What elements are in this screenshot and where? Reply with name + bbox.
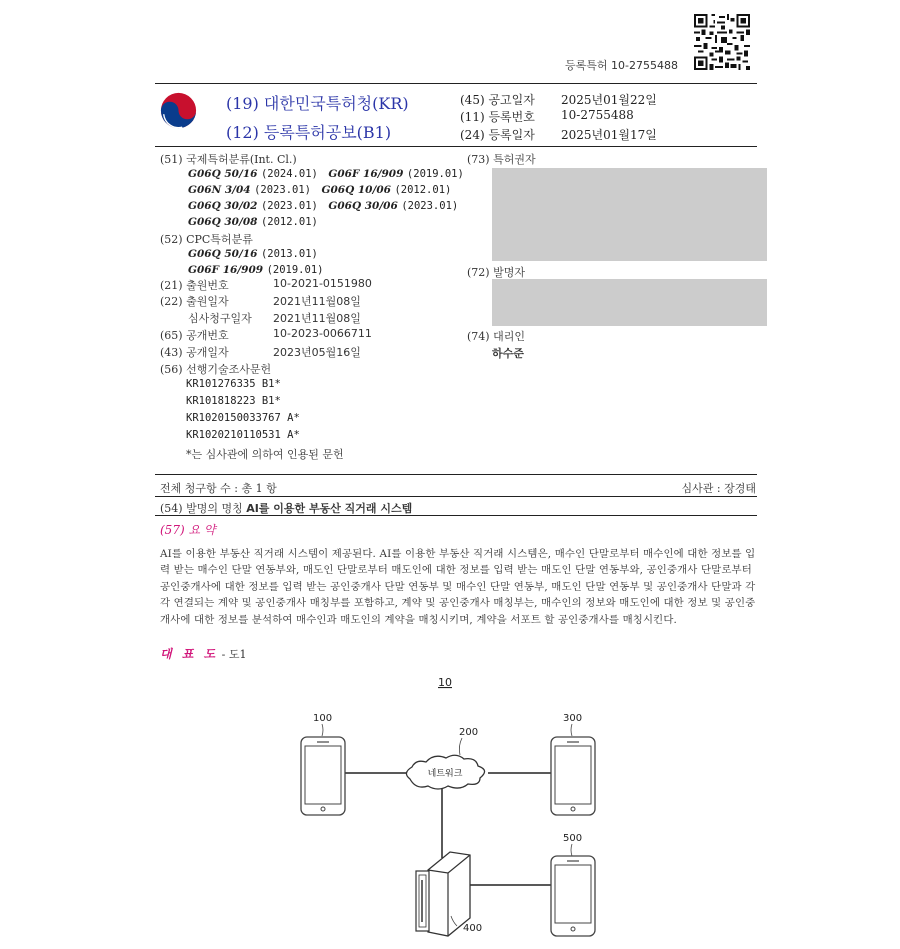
registration-number-label: (11) 등록번호: [460, 110, 535, 124]
prior-art-doc: KR1020150033767 A*: [186, 412, 300, 424]
exam-request-date-value: 2021년11월08일: [273, 312, 361, 325]
system-ref: 10: [438, 676, 452, 689]
ipc-date: (2012.01): [260, 216, 318, 228]
application-date-value: 2021년11월08일: [273, 295, 361, 308]
buyer-terminal-icon: [301, 737, 345, 815]
registration-date-value: 2025년01월17일: [561, 128, 657, 142]
prior-art-title: (56) 선행기술조사문헌: [160, 363, 272, 376]
network-ref: 200: [459, 727, 479, 738]
server-icon: [416, 852, 470, 936]
prior-art-doc: KR101818223 B1*: [186, 395, 281, 407]
application-date-label: (22) 출원일자: [160, 295, 229, 308]
representative-label: 대 표 도: [160, 647, 219, 661]
prior-art-doc: KR1020210110531 A*: [186, 429, 300, 441]
registration-date-label: (24) 등록일자: [460, 128, 535, 142]
total-claims: 전체 청구항 수 : 총 1 항: [160, 482, 277, 495]
cpc-title: (52) CPC특허분류: [160, 233, 253, 246]
ipc-code: G06Q 30/08: [188, 216, 258, 228]
exam-request-date-label: 심사청구일자: [188, 312, 252, 325]
application-number-label: (21) 출원번호: [160, 279, 229, 292]
prior-art-doc: KR101276335 B1*: [186, 378, 281, 390]
ipc-code: G06N 3/04: [188, 184, 251, 196]
registration-number-top: 등록특허 10-2755488: [565, 59, 678, 72]
open-date-value: 2023년05월16일: [273, 346, 361, 359]
seller-ref: 300: [563, 713, 583, 724]
registration-number-value: 10-2755488: [561, 108, 634, 122]
ipc-date: (2019.01): [406, 168, 464, 180]
publication-number-label: (65) 공개번호: [160, 329, 229, 342]
ipc-title: (51) 국제특허분류(Int. Cl.): [160, 153, 297, 166]
ipc-code: G06Q 30/06: [328, 200, 398, 212]
office-name: (19) 대한민국특허청(KR): [226, 94, 409, 113]
open-date-label: (43) 공개일자: [160, 346, 229, 359]
ipc-code: G06F 16/909: [328, 168, 404, 180]
broker-ref: 500: [563, 833, 583, 844]
ipc-date: (2012.01): [394, 184, 452, 196]
prior-art-note: *는 심사관에 의하여 인용된 문헌: [186, 448, 344, 461]
ipc-code: G06Q 30/02: [188, 200, 258, 212]
representative-value: - 도1: [221, 648, 247, 661]
cpc-date: (2013.01): [260, 248, 318, 260]
server-ref: 400: [463, 923, 483, 934]
seller-terminal-icon: [551, 737, 595, 815]
abstract-heading: (57) 요 약: [160, 523, 216, 537]
invention-title-label: (54) 발명의 명칭: [160, 502, 243, 515]
application-number-value: 10-2021-0151980: [273, 277, 372, 290]
agent-label: (74) 대리인: [467, 330, 525, 343]
buyer-ref: 100: [313, 713, 333, 724]
publication-date-value: 2025년01월22일: [561, 93, 657, 107]
ipc-date: (2023.01): [254, 184, 311, 196]
cpc-code: G06Q 50/16: [188, 248, 258, 260]
network-label: 네트워크: [427, 769, 463, 779]
publication-type: (12) 등록특허공보(B1): [226, 123, 392, 142]
invention-title: AI를 이용한 부동산 직거래 시스템: [246, 502, 413, 515]
examiner: 심사관 : 장경태: [681, 482, 756, 495]
ipc-code: G06Q 50/16: [188, 168, 258, 180]
cpc-date: (2019.01): [266, 264, 324, 276]
ipc-date: (2023.01): [401, 200, 459, 212]
agent-name: 하수준: [492, 347, 524, 360]
abstract-body: AI를 이용한 부동산 직거래 시스템이 제공된다. AI를 이용한 부동산 직거래 시스템은, 매수인 단말로부터 매수인에 대한 정보를 입력 받는 매수인 단말 연동부와, 매도인 단말로부터 매도인에 대한 정보를 입력 받는 매도인 단말 연동부와, 공인중개사 단말로부터 공인중개사에 대한 정보를 입력 받는 공인중개사 단말 연동부 및 매수인 단말 연동부, 매도인 단말 연동부 및 공인중개사 단말과 각각 연결되는 계약 및 공인중개사 매칭부를 포함하고, 계약 및 공인중개사 매칭부는, 매수인의 정보와 매도인에 대한 정보 및 공인중개사에 대한 정보를 분석하여 매수인과 매도인의 계약을 매칭시키며, 계약을 서포트 할 공인중개사를 매칭시킨다.: [160, 548, 756, 626]
broker-terminal-icon: [551, 856, 595, 936]
publication-date-label: (45) 공고일자: [460, 93, 535, 107]
inventor-label: (72) 발명자: [467, 266, 525, 279]
patentee-label: (73) 특허권자: [467, 153, 536, 166]
ipc-date: (2023.01): [260, 200, 318, 212]
publication-number-value: 10-2023-0066711: [273, 327, 372, 340]
ipc-date: (2024.01): [260, 168, 318, 180]
cpc-code: G06F 16/909: [188, 264, 264, 276]
ipc-code: G06Q 10/06: [321, 184, 391, 196]
